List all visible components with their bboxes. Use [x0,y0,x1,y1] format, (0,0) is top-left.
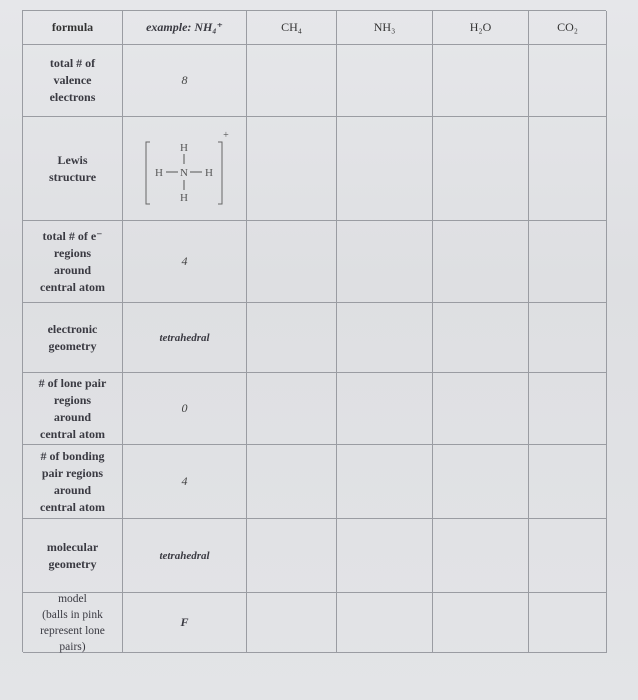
header-ch4-text: CH₄ [281,20,302,34]
lewis-h-right: H [204,166,213,179]
header-ch4 [247,11,337,45]
row-label-electronic-geometry-text: electronic geometry [47,321,98,353]
example-lewis-structure [123,117,247,221]
cell-nh3-lone-pairs[interactable] [337,373,433,445]
example-valence [123,45,247,117]
header-example-text: example: NH₄⁺ [146,20,223,34]
example-molecular-geometry [123,519,247,593]
row-label-valence [23,45,123,117]
row-label-e-regions-text: total # of e⁻ regions around central atom [40,228,105,294]
example-model [123,593,247,653]
cell-nh3-molecular-geometry[interactable] [337,519,433,593]
row-label-electronic-geometry [23,303,123,373]
cell-ch4-lewis[interactable] [247,117,337,221]
row-label-bonding-pairs [23,445,123,519]
cell-h2o-valence[interactable] [433,45,529,117]
row-label-bonding-pairs-text: # of bonding pair regions around central atom [40,448,105,514]
header-h2o [433,11,529,45]
worksheet-table [22,10,606,652]
cell-co2-molecular-geometry[interactable] [529,519,607,593]
row-label-e-regions [23,221,123,303]
cell-ch4-e-regions[interactable] [247,221,337,303]
header-h2o-text: H₂O [469,20,492,34]
example-lone-pairs [123,373,247,445]
row-label-lewis-text: Lewis structure [48,152,97,184]
cell-h2o-model[interactable] [433,593,529,653]
lewis-structure-drawing [130,124,240,214]
cell-ch4-bonding-pairs[interactable] [247,445,337,519]
example-molecular-geometry-value: tetrahedral [159,549,210,562]
example-e-regions [123,221,247,303]
cell-co2-lewis[interactable] [529,117,607,221]
lewis-h-bottom: H [179,191,188,204]
cell-nh3-e-regions[interactable] [337,221,433,303]
header-nh3 [337,11,433,45]
example-electronic-geometry [123,303,247,373]
cell-h2o-bonding-pairs[interactable] [433,445,529,519]
cell-h2o-molecular-geometry[interactable] [433,519,529,593]
header-co2 [529,11,607,45]
cell-co2-valence[interactable] [529,45,607,117]
row-label-molecular-geometry [23,519,123,593]
cell-ch4-electronic-geometry[interactable] [247,303,337,373]
cell-nh3-model[interactable] [337,593,433,653]
header-formula-text: formula [51,20,94,34]
row-label-lone-pairs-text: # of lone pair regions around central atom [38,375,107,441]
cell-nh3-lewis[interactable] [337,117,433,221]
example-lone-pairs-value: 0 [181,401,188,415]
cell-nh3-valence[interactable] [337,45,433,117]
header-nh3-text: NH₃ [373,20,396,34]
cell-nh3-bonding-pairs[interactable] [337,445,433,519]
example-electronic-geometry-value: tetrahedral [159,331,210,344]
row-label-lewis [23,117,123,221]
row-label-valence-text: total # of valence electrons [49,56,96,104]
lewis-n-center: N [179,166,188,179]
cell-co2-model[interactable] [529,593,607,653]
lewis-h-top: H [179,141,188,154]
cell-co2-bonding-pairs[interactable] [529,445,607,519]
cell-co2-e-regions[interactable] [529,221,607,303]
example-valence-value: 8 [181,73,188,87]
example-bonding-pairs [123,445,247,519]
lewis-h-left: H [154,166,163,179]
cell-h2o-lone-pairs[interactable] [433,373,529,445]
cell-co2-electronic-geometry[interactable] [529,303,607,373]
example-model-value: F [180,615,189,629]
row-label-model-text: model (balls in pink represent lone pairs) [40,592,105,653]
cell-ch4-molecular-geometry[interactable] [247,519,337,593]
lewis-charge: + [222,129,229,141]
cell-ch4-valence[interactable] [247,45,337,117]
cell-nh3-electronic-geometry[interactable] [337,303,433,373]
cell-ch4-model[interactable] [247,593,337,653]
cell-h2o-electronic-geometry[interactable] [433,303,529,373]
cell-h2o-e-regions[interactable] [433,221,529,303]
cell-co2-lone-pairs[interactable] [529,373,607,445]
row-label-molecular-geometry-text: molecular geometry [46,539,99,571]
header-formula [23,11,123,45]
example-bonding-pairs-value: 4 [181,474,188,488]
cell-h2o-lewis[interactable] [433,117,529,221]
row-label-lone-pairs [23,373,123,445]
header-example [123,11,247,45]
cell-ch4-lone-pairs[interactable] [247,373,337,445]
row-label-model [23,593,123,653]
example-e-regions-value: 4 [181,254,188,268]
header-co2-text: CO₂ [557,20,578,34]
